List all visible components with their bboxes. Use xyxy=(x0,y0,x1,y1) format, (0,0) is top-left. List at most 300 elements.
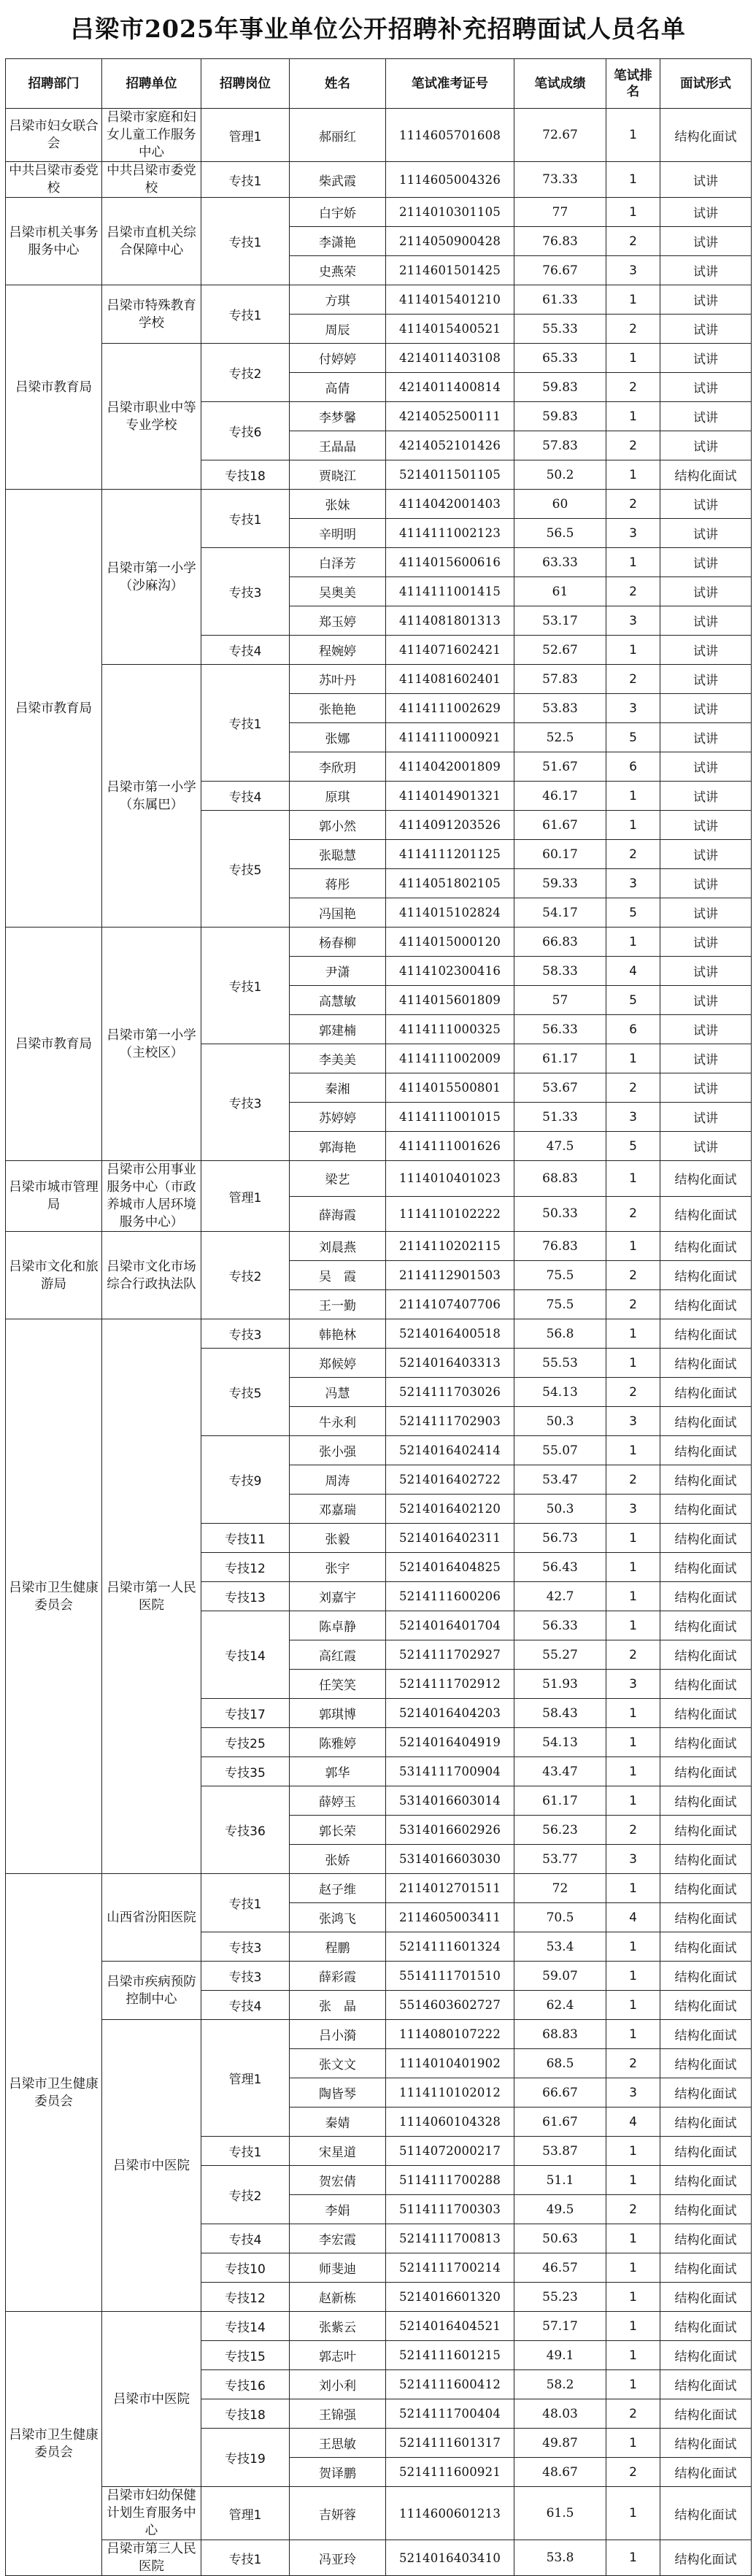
score-cell: 76.83 xyxy=(514,1232,606,1261)
ticket-cell: 5114111700303 xyxy=(386,2195,514,2224)
name-cell: 王一勤 xyxy=(290,1290,386,1319)
rank-cell: 1 xyxy=(606,811,660,840)
post-cell: 专技1 xyxy=(201,490,290,548)
rank-cell: 2 xyxy=(606,1640,660,1670)
score-cell: 56.5 xyxy=(514,519,606,548)
rank-cell: 2 xyxy=(606,227,660,256)
rank-cell: 1 xyxy=(606,2137,660,2166)
form-cell: 试讲 xyxy=(660,519,752,548)
ticket-cell: 4214052101426 xyxy=(386,431,514,460)
rank-cell: 2 xyxy=(606,1290,660,1319)
score-cell: 73.33 xyxy=(514,162,606,198)
post-cell: 专技1 xyxy=(201,928,290,1044)
form-cell: 结构化面试 xyxy=(660,2020,752,2049)
score-cell: 42.7 xyxy=(514,1582,606,1611)
rank-cell: 1 xyxy=(606,1349,660,1378)
score-cell: 53.47 xyxy=(514,1465,606,1495)
post-cell: 管理1 xyxy=(201,2487,290,2540)
rank-cell: 2 xyxy=(606,2195,660,2224)
form-cell: 试讲 xyxy=(660,928,752,957)
unit-cell: 吕梁市疾病预防控制中心 xyxy=(102,1962,201,2020)
rank-cell: 1 xyxy=(606,1161,660,1197)
name-cell: 吴 霞 xyxy=(290,1261,386,1290)
score-cell: 57 xyxy=(514,986,606,1015)
rank-cell: 1 xyxy=(606,1962,660,1991)
header-ticket: 笔试准考证号 xyxy=(386,59,514,109)
ticket-cell: 4114015601809 xyxy=(386,986,514,1015)
name-cell: 冯亚玲 xyxy=(290,2540,386,2576)
rank-cell: 2 xyxy=(606,1261,660,1290)
ticket-cell: 4214052500111 xyxy=(386,402,514,431)
table-row xyxy=(6,1319,752,1349)
rank-cell: 1 xyxy=(606,1524,660,1553)
form-cell: 结构化面试 xyxy=(660,1524,752,1553)
unit-cell: 吕梁市特殊教育学校 xyxy=(102,285,201,344)
table-row xyxy=(6,2312,752,2341)
ticket-cell: 5214016601320 xyxy=(386,2283,514,2312)
post-cell: 专技14 xyxy=(201,2312,290,2341)
ticket-cell: 5214016402414 xyxy=(386,1436,514,1465)
rank-cell: 2 xyxy=(606,1378,660,1407)
post-cell: 专技1 xyxy=(201,1874,290,1932)
ticket-cell: 5514603602727 xyxy=(386,1991,514,2020)
ticket-cell: 5214016404203 xyxy=(386,1699,514,1728)
score-cell: 55.27 xyxy=(514,1640,606,1670)
form-cell: 试讲 xyxy=(660,665,752,694)
score-cell: 59.83 xyxy=(514,373,606,402)
score-cell: 72 xyxy=(514,1874,606,1903)
ticket-cell: 4114081801313 xyxy=(386,606,514,636)
ticket-cell: 5214016404521 xyxy=(386,2312,514,2341)
score-cell: 58.43 xyxy=(514,1699,606,1728)
ticket-cell: 2114112901503 xyxy=(386,1261,514,1290)
rank-cell: 2 xyxy=(606,373,660,402)
score-cell: 58.2 xyxy=(514,2370,606,2399)
table-row xyxy=(6,665,752,694)
form-cell: 结构化面试 xyxy=(660,2312,752,2341)
rank-cell: 1 xyxy=(606,2429,660,2458)
form-cell: 结构化面试 xyxy=(660,1786,752,1816)
rank-cell: 1 xyxy=(606,2283,660,2312)
score-cell: 61.67 xyxy=(514,2108,606,2137)
ticket-cell: 4114111000325 xyxy=(386,1015,514,1044)
score-cell: 47.5 xyxy=(514,1132,606,1161)
score-cell: 68.5 xyxy=(514,2049,606,2078)
name-cell: 方琪 xyxy=(290,285,386,315)
rank-cell: 3 xyxy=(606,606,660,636)
rank-cell: 5 xyxy=(606,723,660,752)
name-cell: 贾晓江 xyxy=(290,460,386,490)
score-cell: 65.33 xyxy=(514,344,606,373)
rank-cell: 1 xyxy=(606,1582,660,1611)
name-cell: 周辰 xyxy=(290,315,386,344)
ticket-cell: 4114111001015 xyxy=(386,1103,514,1132)
form-cell: 试讲 xyxy=(660,431,752,460)
ticket-cell: 5214111702903 xyxy=(386,1407,514,1436)
form-cell: 试讲 xyxy=(660,694,752,723)
form-cell: 结构化面试 xyxy=(660,1196,752,1232)
name-cell: 贺宏倩 xyxy=(290,2166,386,2195)
score-cell: 56.73 xyxy=(514,1524,606,1553)
score-cell: 57.83 xyxy=(514,665,606,694)
ticket-cell: 4114111001626 xyxy=(386,1132,514,1161)
rank-cell: 1 xyxy=(606,928,660,957)
ticket-cell: 1114060104328 xyxy=(386,2108,514,2137)
post-cell: 专技3 xyxy=(201,1932,290,1962)
ticket-cell: 4214011400814 xyxy=(386,373,514,402)
name-cell: 程婉婷 xyxy=(290,636,386,665)
rank-cell: 1 xyxy=(606,460,660,490)
ticket-cell: 5214016403313 xyxy=(386,1349,514,1378)
ticket-cell: 1114010401902 xyxy=(386,2049,514,2078)
ticket-cell: 5214111601324 xyxy=(386,1932,514,1962)
name-cell: 张文文 xyxy=(290,2049,386,2078)
form-cell: 结构化面试 xyxy=(660,1903,752,1932)
form-cell: 试讲 xyxy=(660,1015,752,1044)
form-cell: 结构化面试 xyxy=(660,1991,752,2020)
score-cell: 49.87 xyxy=(514,2429,606,2458)
name-cell: 邓嘉瑞 xyxy=(290,1495,386,1524)
dept-cell: 吕梁市妇女联合会 xyxy=(6,109,102,162)
rank-cell: 1 xyxy=(606,1699,660,1728)
score-cell: 61.67 xyxy=(514,811,606,840)
score-cell: 50.63 xyxy=(514,2224,606,2253)
unit-cell: 吕梁市第一人民医院 xyxy=(102,1319,201,1874)
rank-cell: 2 xyxy=(606,2399,660,2429)
ticket-cell: 1114605701608 xyxy=(386,109,514,162)
table-row xyxy=(6,109,752,162)
dept-cell: 吕梁市卫生健康委员会 xyxy=(6,2312,102,2576)
ticket-cell: 5214016402722 xyxy=(386,1465,514,1495)
score-cell: 46.57 xyxy=(514,2253,606,2283)
name-cell: 苏叶丹 xyxy=(290,665,386,694)
unit-cell: 吕梁市中医院 xyxy=(102,2020,201,2312)
name-cell: 李宏霞 xyxy=(290,2224,386,2253)
ticket-cell: 4114111000921 xyxy=(386,723,514,752)
ticket-cell: 4114071602421 xyxy=(386,636,514,665)
post-cell: 专技4 xyxy=(201,1991,290,2020)
form-cell: 结构化面试 xyxy=(660,2487,752,2540)
table-row xyxy=(6,1161,752,1197)
rank-cell: 1 xyxy=(606,198,660,227)
name-cell: 郭建楠 xyxy=(290,1015,386,1044)
score-cell: 49.5 xyxy=(514,2195,606,2224)
score-cell: 55.07 xyxy=(514,1436,606,1465)
rank-cell: 1 xyxy=(606,782,660,811)
ticket-cell: 2114110202115 xyxy=(386,1232,514,1261)
score-cell: 76.83 xyxy=(514,227,606,256)
table-row xyxy=(6,162,752,198)
rank-cell: 1 xyxy=(606,548,660,577)
score-cell: 68.83 xyxy=(514,2020,606,2049)
score-cell: 54.17 xyxy=(514,898,606,928)
form-cell: 结构化面试 xyxy=(660,2283,752,2312)
score-cell: 54.13 xyxy=(514,1378,606,1407)
ticket-cell: 4114111201125 xyxy=(386,840,514,869)
post-cell: 专技2 xyxy=(201,2166,290,2224)
dept-cell: 吕梁市教育局 xyxy=(6,928,102,1161)
unit-cell: 山西省汾阳医院 xyxy=(102,1874,201,1962)
ticket-cell: 4114102300416 xyxy=(386,957,514,986)
ticket-cell: 4114015600616 xyxy=(386,548,514,577)
ticket-cell: 2114107407706 xyxy=(386,1290,514,1319)
name-cell: 师斐迪 xyxy=(290,2253,386,2283)
ticket-cell: 5214016402120 xyxy=(386,1495,514,1524)
form-cell: 结构化面试 xyxy=(660,1962,752,1991)
score-cell: 54.13 xyxy=(514,1728,606,1757)
unit-cell: 吕梁市第一小学（主校区） xyxy=(102,928,201,1161)
name-cell: 梁艺 xyxy=(290,1161,386,1197)
form-cell: 结构化面试 xyxy=(660,2458,752,2487)
form-cell: 结构化面试 xyxy=(660,1161,752,1197)
rank-cell: 2 xyxy=(606,665,660,694)
rank-cell: 1 xyxy=(606,2487,660,2540)
form-cell: 试讲 xyxy=(660,344,752,373)
score-cell: 63.33 xyxy=(514,548,606,577)
ticket-cell: 4114111002629 xyxy=(386,694,514,723)
form-cell: 结构化面试 xyxy=(660,1728,752,1757)
name-cell: 辛明明 xyxy=(290,519,386,548)
rank-cell: 3 xyxy=(606,519,660,548)
ticket-cell: 1114110102012 xyxy=(386,2078,514,2108)
score-cell: 58.33 xyxy=(514,957,606,986)
ticket-cell: 4114091203526 xyxy=(386,811,514,840)
ticket-cell: 5214016401704 xyxy=(386,1611,514,1640)
ticket-cell: 1114110102222 xyxy=(386,1196,514,1232)
name-cell: 史燕荣 xyxy=(290,256,386,285)
form-cell: 试讲 xyxy=(660,227,752,256)
post-cell: 专技2 xyxy=(201,344,290,402)
name-cell: 郭华 xyxy=(290,1757,386,1786)
form-cell: 结构化面试 xyxy=(660,1816,752,1845)
name-cell: 张鸿飞 xyxy=(290,1903,386,1932)
rank-cell: 4 xyxy=(606,2108,660,2137)
dept-cell: 吕梁市教育局 xyxy=(6,490,102,928)
header-post: 招聘岗位 xyxy=(201,59,290,109)
table-row xyxy=(6,490,752,519)
ticket-cell: 1114080107222 xyxy=(386,2020,514,2049)
name-cell: 冯国艳 xyxy=(290,898,386,928)
rank-cell: 2 xyxy=(606,577,660,606)
post-cell: 专技1 xyxy=(201,285,290,344)
post-cell: 专技10 xyxy=(201,2253,290,2283)
form-cell: 结构化面试 xyxy=(660,1932,752,1962)
score-cell: 53.87 xyxy=(514,2137,606,2166)
name-cell: 白泽芳 xyxy=(290,548,386,577)
header-dept: 招聘部门 xyxy=(6,59,102,109)
name-cell: 张宇 xyxy=(290,1553,386,1582)
score-cell: 50.3 xyxy=(514,1495,606,1524)
score-cell: 61.17 xyxy=(514,1044,606,1073)
name-cell: 李欣玥 xyxy=(290,752,386,782)
rank-cell: 3 xyxy=(606,1495,660,1524)
score-cell: 51.67 xyxy=(514,752,606,782)
score-cell: 77 xyxy=(514,198,606,227)
form-cell: 结构化面试 xyxy=(660,1465,752,1495)
form-cell: 结构化面试 xyxy=(660,1319,752,1349)
name-cell: 陈雅婷 xyxy=(290,1728,386,1757)
ticket-cell: 5314111700904 xyxy=(386,1757,514,1786)
form-cell: 试讲 xyxy=(660,898,752,928)
form-cell: 试讲 xyxy=(660,577,752,606)
name-cell: 郭海艳 xyxy=(290,1132,386,1161)
rank-cell: 1 xyxy=(606,2020,660,2049)
form-cell: 试讲 xyxy=(660,986,752,1015)
score-cell: 53.83 xyxy=(514,694,606,723)
rank-cell: 1 xyxy=(606,285,660,315)
score-cell: 75.5 xyxy=(514,1290,606,1319)
ticket-cell: 5214111600921 xyxy=(386,2458,514,2487)
name-cell: 原琪 xyxy=(290,782,386,811)
rank-cell: 3 xyxy=(606,869,660,898)
form-cell: 结构化面试 xyxy=(660,2166,752,2195)
table-row xyxy=(6,285,752,315)
unit-cell: 吕梁市第一小学（沙麻沟） xyxy=(102,490,201,665)
rank-cell: 1 xyxy=(606,2312,660,2341)
form-cell: 结构化面试 xyxy=(660,1436,752,1465)
post-cell: 专技1 xyxy=(201,2137,290,2166)
rank-cell: 1 xyxy=(606,162,660,198)
form-cell: 试讲 xyxy=(660,723,752,752)
form-cell: 结构化面试 xyxy=(660,1611,752,1640)
score-cell: 68.83 xyxy=(514,1161,606,1197)
score-cell: 48.67 xyxy=(514,2458,606,2487)
name-cell: 张娇 xyxy=(290,1845,386,1874)
form-cell: 试讲 xyxy=(660,1073,752,1103)
post-cell: 专技11 xyxy=(201,1524,290,1553)
name-cell: 程鹏 xyxy=(290,1932,386,1962)
name-cell: 郭小然 xyxy=(290,811,386,840)
name-cell: 陶皆琴 xyxy=(290,2078,386,2108)
score-cell: 70.5 xyxy=(514,1903,606,1932)
form-cell: 试讲 xyxy=(660,315,752,344)
rank-cell: 3 xyxy=(606,1407,660,1436)
ticket-cell: 5114111700288 xyxy=(386,2166,514,2195)
ticket-cell: 5214111700813 xyxy=(386,2224,514,2253)
unit-cell: 吕梁市妇幼保健计划生育服务中心 xyxy=(102,2487,201,2540)
form-cell: 结构化面试 xyxy=(660,2078,752,2108)
post-cell: 专技12 xyxy=(201,1553,290,1582)
form-cell: 结构化面试 xyxy=(660,2540,752,2576)
name-cell: 吕小漪 xyxy=(290,2020,386,2049)
form-cell: 结构化面试 xyxy=(660,1874,752,1903)
name-cell: 李娟 xyxy=(290,2195,386,2224)
score-cell: 61.33 xyxy=(514,285,606,315)
interview-list-table xyxy=(5,58,752,2576)
ticket-cell: 5214111600412 xyxy=(386,2370,514,2399)
score-cell: 46.17 xyxy=(514,782,606,811)
name-cell: 刘嘉宇 xyxy=(290,1582,386,1611)
name-cell: 王锦强 xyxy=(290,2399,386,2429)
table-body xyxy=(6,109,752,2576)
name-cell: 郝丽红 xyxy=(290,109,386,162)
dept-cell: 吕梁市卫生健康委员会 xyxy=(6,1874,102,2312)
post-cell: 专技14 xyxy=(201,1611,290,1699)
header-name: 姓名 xyxy=(290,59,386,109)
ticket-cell: 4114015401210 xyxy=(386,285,514,315)
name-cell: 杨春柳 xyxy=(290,928,386,957)
rank-cell: 1 xyxy=(606,1436,660,1465)
score-cell: 55.33 xyxy=(514,315,606,344)
ticket-cell: 5314016602926 xyxy=(386,1816,514,1845)
name-cell: 蒋彤 xyxy=(290,869,386,898)
rank-cell: 1 xyxy=(606,1874,660,1903)
name-cell: 王晶晶 xyxy=(290,431,386,460)
score-cell: 56.33 xyxy=(514,1015,606,1044)
rank-cell: 2 xyxy=(606,490,660,519)
rank-cell: 1 xyxy=(606,402,660,431)
name-cell: 薛婷玉 xyxy=(290,1786,386,1816)
ticket-cell: 5214016400518 xyxy=(386,1319,514,1349)
name-cell: 张艳艳 xyxy=(290,694,386,723)
rank-cell: 1 xyxy=(606,1991,660,2020)
rank-cell: 1 xyxy=(606,1786,660,1816)
form-cell: 结构化面试 xyxy=(660,1261,752,1290)
name-cell: 宋星道 xyxy=(290,2137,386,2166)
form-cell: 试讲 xyxy=(660,162,752,198)
ticket-cell: 2114601501425 xyxy=(386,256,514,285)
header-unit: 招聘单位 xyxy=(102,59,201,109)
ticket-cell: 1114605004326 xyxy=(386,162,514,198)
header-rank: 笔试排名 xyxy=(606,59,660,109)
score-cell: 59.07 xyxy=(514,1962,606,1991)
unit-cell: 吕梁市家庭和妇女儿童工作服务中心 xyxy=(102,109,201,162)
form-cell: 结构化面试 xyxy=(660,2253,752,2283)
name-cell: 高红霞 xyxy=(290,1640,386,1670)
post-cell: 专技1 xyxy=(201,665,290,782)
table-row xyxy=(6,2487,752,2540)
ticket-cell: 4114015102824 xyxy=(386,898,514,928)
unit-cell: 吕梁市第一小学（东属巴） xyxy=(102,665,201,928)
name-cell: 刘晨燕 xyxy=(290,1232,386,1261)
form-cell: 结构化面试 xyxy=(660,2370,752,2399)
score-cell: 75.5 xyxy=(514,1261,606,1290)
name-cell: 张紫云 xyxy=(290,2312,386,2341)
name-cell: 张 晶 xyxy=(290,1991,386,2020)
post-cell: 专技15 xyxy=(201,2341,290,2370)
form-cell: 试讲 xyxy=(660,373,752,402)
post-cell: 专技3 xyxy=(201,1044,290,1161)
score-cell: 52.67 xyxy=(514,636,606,665)
score-cell: 51.33 xyxy=(514,1103,606,1132)
ticket-cell: 5314016603030 xyxy=(386,1845,514,1874)
rank-cell: 2 xyxy=(606,1196,660,1232)
rank-cell: 5 xyxy=(606,1132,660,1161)
ticket-cell: 4114111001415 xyxy=(386,577,514,606)
score-cell: 51.93 xyxy=(514,1670,606,1699)
name-cell: 郭长荣 xyxy=(290,1816,386,1845)
post-cell: 专技18 xyxy=(201,460,290,490)
score-cell: 56.8 xyxy=(514,1319,606,1349)
rank-cell: 2 xyxy=(606,1465,660,1495)
post-cell: 专技25 xyxy=(201,1728,290,1757)
score-cell: 51.1 xyxy=(514,2166,606,2195)
form-cell: 试讲 xyxy=(660,782,752,811)
score-cell: 60.17 xyxy=(514,840,606,869)
form-cell: 结构化面试 xyxy=(660,2049,752,2078)
ticket-cell: 2114010301105 xyxy=(386,198,514,227)
ticket-cell: 5214111702912 xyxy=(386,1670,514,1699)
score-cell: 56.33 xyxy=(514,1611,606,1640)
form-cell: 结构化面试 xyxy=(660,2137,752,2166)
ticket-cell: 5214111702927 xyxy=(386,1640,514,1670)
rank-cell: 2 xyxy=(606,315,660,344)
rank-cell: 2 xyxy=(606,2458,660,2487)
name-cell: 苏婷婷 xyxy=(290,1103,386,1132)
form-cell: 试讲 xyxy=(660,1103,752,1132)
post-cell: 专技5 xyxy=(201,1349,290,1436)
rank-cell: 1 xyxy=(606,2540,660,2576)
